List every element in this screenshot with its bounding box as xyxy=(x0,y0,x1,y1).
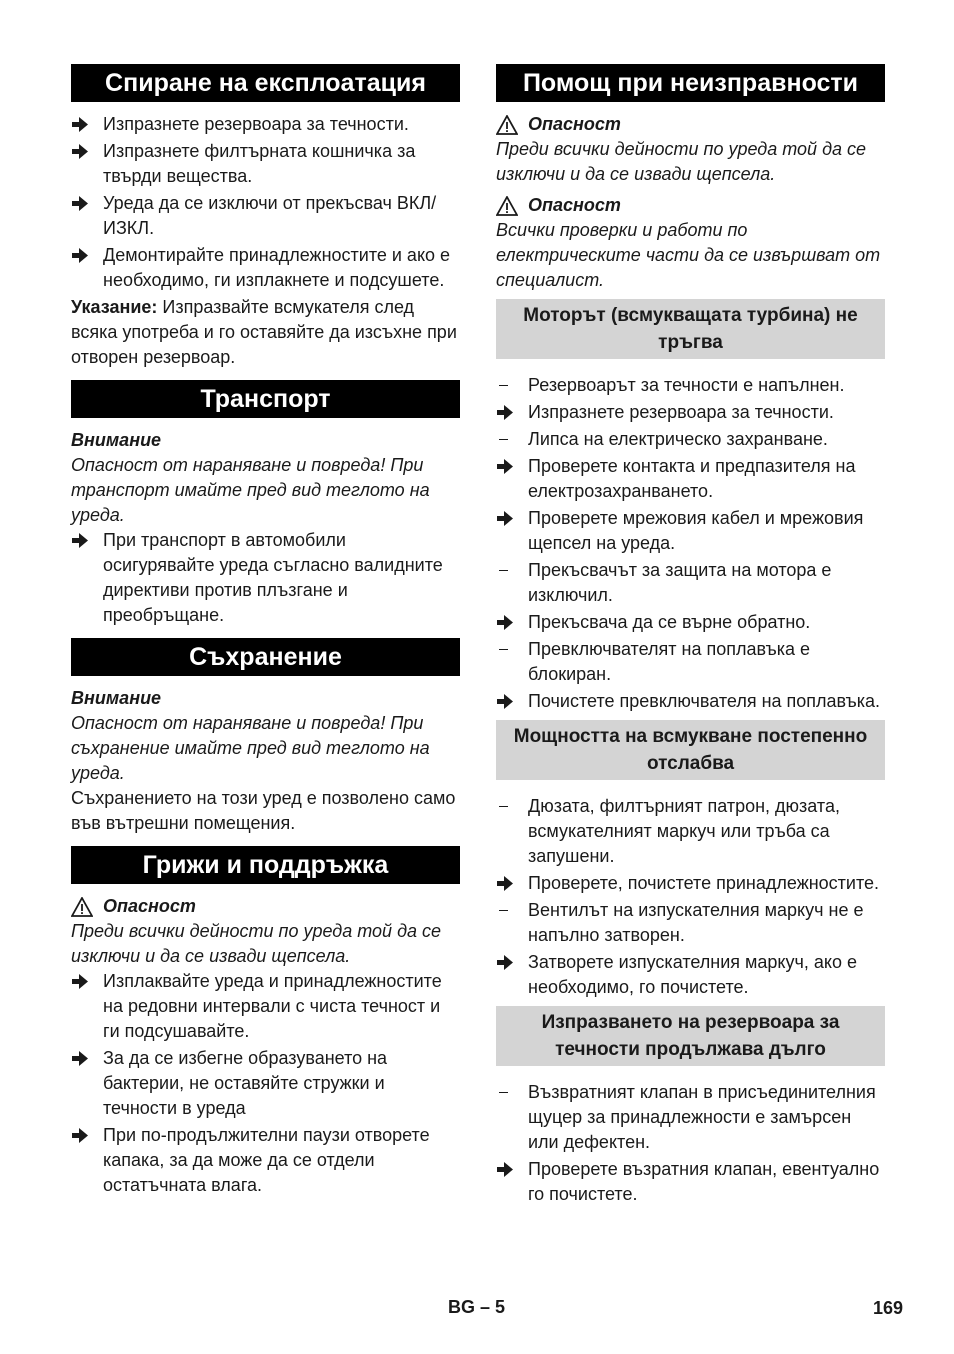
list-item-text: За да се избегне образуването на бактерии, не оставяйте стружки и течности в уреда xyxy=(103,1048,388,1118)
arrow-icon xyxy=(496,689,528,714)
subheading-suction-weakens: Мощността на всмукване постепенно отслабва xyxy=(496,720,885,780)
list-item xyxy=(496,689,885,714)
list-item xyxy=(496,794,885,869)
warning-triangle-icon xyxy=(496,115,518,135)
dash-bullet xyxy=(496,898,528,948)
dash-bullet xyxy=(496,1080,528,1155)
danger-label: Опасност xyxy=(103,896,196,916)
subheading-slow-emptying: Изпразването на резервоара за течности продължава дълго xyxy=(496,1006,885,1066)
arrow-icon xyxy=(71,112,103,137)
arrow-icon xyxy=(496,506,528,556)
list-item xyxy=(496,373,885,398)
arrow-icon xyxy=(71,1046,103,1121)
warning-triangle-icon xyxy=(71,897,93,917)
arrow-icon xyxy=(71,139,103,189)
caution-label: Внимание xyxy=(71,430,162,450)
list-item-text: Прекъсвачът за защита на мотора е изключил. xyxy=(528,560,832,605)
list-item xyxy=(71,1046,460,1121)
list-item xyxy=(496,400,885,425)
list-item-text: Изплаквайте уреда и принадлежностите на редовни интервали с чиста течност и ги подсушавайте. xyxy=(103,971,442,1041)
footer-language-page: BG – 5 xyxy=(448,1297,506,1317)
section-heading-transport: Транспорт xyxy=(71,380,460,418)
list-item xyxy=(496,454,885,504)
list-item xyxy=(496,871,885,896)
list-item-text: При по-продължителни паузи отворете капака, за да може да се отдели остатъчната влага. xyxy=(103,1125,430,1195)
arrow-icon xyxy=(71,528,103,628)
warning-triangle-icon xyxy=(496,196,518,216)
caution-text: Опасност от нараняване и повреда! При транспорт имайте пред вид теглото на уреда. xyxy=(71,455,430,525)
danger-label: Опасност xyxy=(528,195,621,215)
list-item xyxy=(496,427,885,452)
section-heading-troubleshooting: Помощ при неизправности xyxy=(496,64,885,102)
list-item-text: Проверете мрежовия кабел и мрежовия щепсел на уреда. xyxy=(528,508,864,553)
list-item xyxy=(496,898,885,948)
list-item-text: Уреда да се изключи от прекъсвач ВКЛ/ИЗКЛ. xyxy=(103,193,437,238)
list-item-text: Изпразнете филтърната кошничка за твърди вещества. xyxy=(103,141,416,186)
arrow-icon xyxy=(496,871,528,896)
list-item xyxy=(71,528,460,628)
list-item-text: Възвратният клапан в присъединителния щуцер за принадлежности е замърсен или дефектен. xyxy=(528,1082,876,1152)
caution-text: Опасност от нараняване и повреда! При съхранение имайте пред вид теглото на уреда. xyxy=(71,713,430,783)
list-item-text: Проверете, почистете принадлежностите. xyxy=(528,873,880,893)
caution-label: Внимание xyxy=(71,688,162,708)
arrow-icon xyxy=(71,1123,103,1198)
arrow-icon xyxy=(496,1157,528,1207)
list-item xyxy=(496,610,885,635)
section-heading-care: Грижи и поддръжка xyxy=(71,846,460,884)
dash-bullet xyxy=(496,558,528,608)
subheading-motor-not-starting: Моторът (всмукващата турбина) не тръгва xyxy=(496,299,885,359)
right-column xyxy=(496,64,885,1209)
list-item xyxy=(71,243,460,293)
arrow-icon xyxy=(71,243,103,293)
arrow-icon xyxy=(71,191,103,241)
list-item xyxy=(496,950,885,1000)
list-item-text: При транспорт в автомобили осигурявайте уреда съгласно валидните директиви против плъзгане и преобръщане. xyxy=(103,530,443,625)
danger-heading xyxy=(71,894,460,919)
arrow-icon xyxy=(496,610,528,635)
storage-text: Съхранението на този уред е позволено само във вътрешни помещения. xyxy=(71,788,456,833)
note-paragraph xyxy=(71,295,460,370)
list-item xyxy=(71,139,460,189)
list-item-text: Резервоарът за течности е напълнен. xyxy=(528,375,845,395)
list-item-text: Затворете изпускателния маркуч, ако е необходимо, го почистете. xyxy=(528,952,857,997)
list-item xyxy=(496,506,885,556)
arrow-icon xyxy=(496,950,528,1000)
list-item-text: Почистете превключвателя на поплавъка. xyxy=(528,691,881,711)
list-item xyxy=(496,637,885,687)
danger-heading xyxy=(496,112,885,137)
note-text: Изпразвайте всмукателя след всяка употреба и го оставяйте да изсъхне при отворен резервоар. xyxy=(71,297,457,367)
danger-text: Всички проверки и работи по електрическите части да се извършват от специалист. xyxy=(496,220,881,290)
list-item xyxy=(71,1123,460,1198)
list-item xyxy=(496,1080,885,1155)
arrow-icon xyxy=(71,969,103,1044)
note-label: Указание: xyxy=(71,297,158,317)
list-item-text: Проверете възратния клапан, евентуално го почистете. xyxy=(528,1159,880,1204)
dash-bullet xyxy=(496,637,528,687)
list-item-text: Изпразнете резервоара за течности. xyxy=(103,114,409,134)
arrow-icon xyxy=(496,454,528,504)
danger-text: Преди всички дейности по уреда той да се изключи и да се извади щепсела. xyxy=(71,921,442,966)
page-number: 169 xyxy=(873,1298,904,1318)
dash-bullet xyxy=(496,373,528,398)
list-item xyxy=(496,558,885,608)
danger-heading xyxy=(496,193,885,218)
dash-bullet xyxy=(496,427,528,452)
list-item-text: Прекъсвача да се върне обратно. xyxy=(528,612,811,632)
list-item-text: Превключвателят на поплавъка е блокиран. xyxy=(528,639,810,684)
list-item-text: Липса на електрическо захранване. xyxy=(528,429,828,449)
danger-label: Опасност xyxy=(528,114,621,134)
list-item xyxy=(71,112,460,137)
list-item xyxy=(496,1157,885,1207)
list-item-text: Изпразнете резервоара за течности. xyxy=(528,402,834,422)
left-column xyxy=(71,64,460,1200)
list-item-text: Дюзата, филтърният патрон, дюзата, всмукателният маркуч или тръба са запушени. xyxy=(528,796,840,866)
section-heading-decommissioning: Спиране на експлоатация xyxy=(71,64,460,102)
list-item-text: Проверете контакта и предпазителя на електрозахранването. xyxy=(528,456,856,501)
list-item xyxy=(71,969,460,1044)
list-item-text: Демонтирайте принадлежностите и ако е необходимо, ги изплакнете и подсушете. xyxy=(103,245,451,290)
list-item-text: Вентилът на изпускателния маркуч не е напълно затворен. xyxy=(528,900,864,945)
arrow-icon xyxy=(496,400,528,425)
list-item xyxy=(71,191,460,241)
dash-bullet xyxy=(496,794,528,869)
danger-text: Преди всички дейности по уреда той да се изключи и да се извади щепсела. xyxy=(496,139,867,184)
section-heading-storage: Съхранение xyxy=(71,638,460,676)
